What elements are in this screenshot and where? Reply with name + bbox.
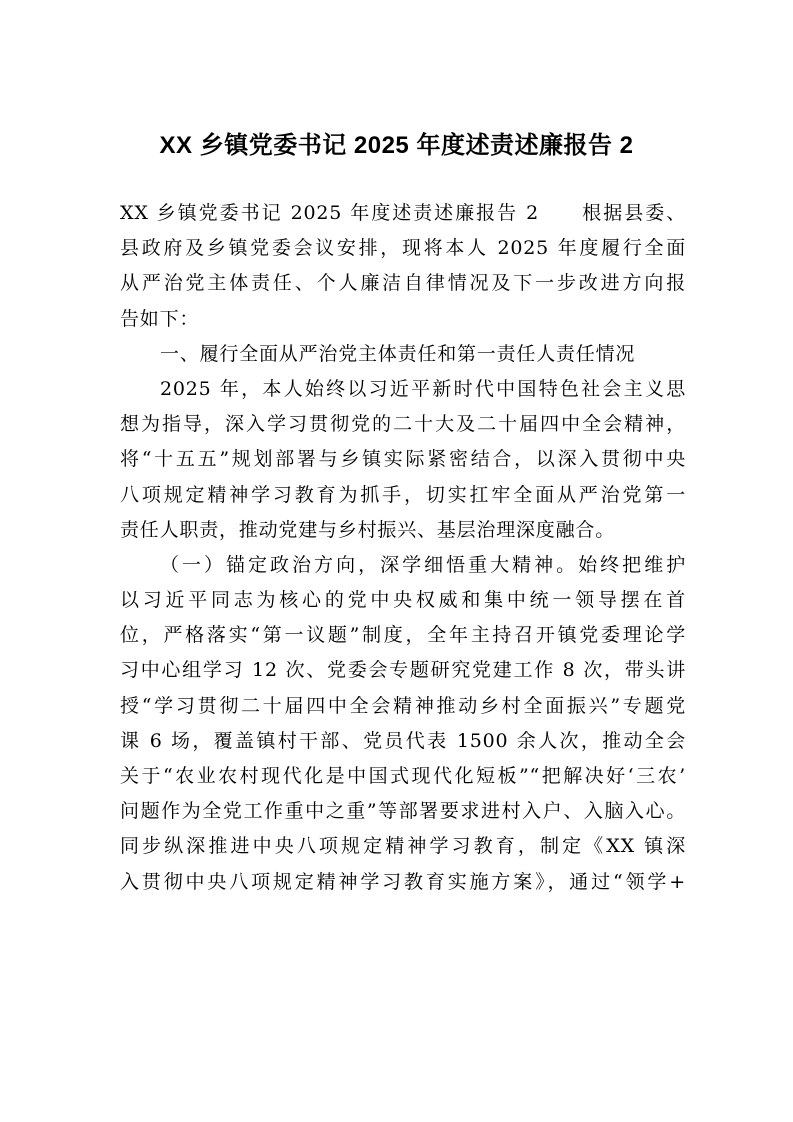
body-line: 入贯彻中央八项规定精神学习教育实施方案》，通过“领学+ xyxy=(120,870,686,893)
body-line: 想为指导，深入学习贯彻党的二十大及二十届四中全会精神， xyxy=(120,413,686,436)
body-line: 课 6 场，覆盖镇村干部、党员代表 1500 余人次，推动全会 xyxy=(120,729,686,752)
body-line: XX 乡镇党委书记 2025 年度述责述廉报告 2 根据县委、 xyxy=(120,202,686,224)
body-line: 以习近平同志为核心的党中央权威和集中统一领导摆在首 xyxy=(120,589,686,612)
body-line: 同步纵深推进中央八项规定精神学习教育，制定《XX 镇深 xyxy=(120,835,686,858)
body-line: 责任人职责，推动党建与乡村振兴、基层治理深度融合。 xyxy=(120,518,616,541)
document-body xyxy=(120,196,686,900)
body-line: 位，严格落实“第一议题”制度，全年主持召开镇党委理论学 xyxy=(120,624,686,647)
body-line: 问题作为全党工作重中之重”等部署要求进村入户、入脑入心。 xyxy=(120,800,686,823)
body-line: 县政府及乡镇党委会议安排，现将本人 2025 年度履行全面 xyxy=(120,237,686,260)
body-line: 2025 年，本人始终以习近平新时代中国特色社会主义思 xyxy=(160,377,686,400)
body-line: 从严治党主体责任、个人廉洁自律情况及下一步改进方向报 xyxy=(120,272,686,295)
document-title: XX 乡镇党委书记 2025 年度述责述廉报告 2 xyxy=(159,132,634,159)
body-line: 授“学习贯彻二十届四中全会精神推动乡村全面振兴”专题党 xyxy=(120,694,686,717)
body-line: 八项规定精神学习教育为抓手，切实扛牢全面从严治党第一 xyxy=(120,483,686,506)
section-heading: 一、履行全面从严治党主体责任和第一责任人责任情况 xyxy=(160,342,636,365)
body-line: 习中心组学习 12 次、党委会专题研究党建工作 8 次，带头讲 xyxy=(120,659,686,682)
body-line: 告如下： xyxy=(120,307,200,330)
subsection-line: （一）锚定政治方向，深学细悟重大精神。始终把维护 xyxy=(160,553,686,576)
body-line: 关于“农业农村现代化是中国式现代化短板”“把解决好‘三农’ xyxy=(120,765,686,787)
body-line: 将“十五五”规划部署与乡镇实际紧密结合，以深入贯彻中央 xyxy=(120,448,686,471)
